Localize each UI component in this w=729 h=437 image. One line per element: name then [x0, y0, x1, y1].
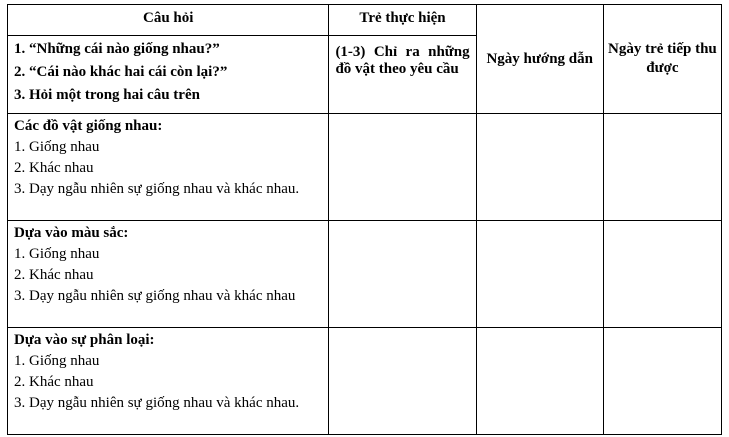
child-performs-header — [329, 5, 476, 36]
child-performs-label: Trẻ thực hiện — [359, 9, 446, 26]
section-title: Dựa vào sự phân loại: — [14, 332, 155, 348]
guide-date-cell[interactable] — [476, 114, 603, 221]
section-item: 2. Khác nhau — [14, 374, 94, 390]
section-item: 2. Khác nhau — [14, 160, 94, 176]
acquire-date-cell[interactable] — [603, 328, 721, 435]
guide-date-header — [476, 5, 603, 114]
child-performs-cell[interactable] — [329, 328, 476, 435]
question-item: 2. “Cái nào khác hai cái còn lại?” — [14, 64, 228, 80]
child-performs-cell[interactable] — [329, 114, 476, 221]
guide-date-label: Ngày hướng dẫn — [486, 50, 593, 67]
table-row — [8, 114, 722, 221]
question-list-cell — [8, 36, 329, 114]
section-item: 2. Khác nhau — [14, 267, 94, 283]
section-title: Dựa vào màu sắc: — [14, 225, 129, 241]
child-performs-sub-label: (1-3) Chỉ ra những đồ vật theo yêu cầu — [335, 44, 470, 77]
acquire-date-cell[interactable] — [603, 221, 721, 328]
section-item: 3. Dạy ngẫu nhiên sự giống nhau và khác nhau. — [14, 395, 300, 411]
guide-date-cell[interactable] — [476, 328, 603, 435]
assessment-table-frame — [7, 4, 722, 435]
section-cell-color — [8, 221, 329, 328]
question-header — [8, 5, 329, 36]
section-item: 1. Giống nhau — [14, 353, 100, 369]
child-performs-subheader — [329, 36, 476, 114]
guide-date-cell[interactable] — [476, 221, 603, 328]
table-row — [8, 328, 722, 435]
child-performs-cell[interactable] — [329, 221, 476, 328]
question-item: 3. Hỏi một trong hai câu trên — [14, 87, 200, 103]
section-cell-classification — [8, 328, 329, 435]
acquire-date-header — [603, 5, 721, 114]
section-item: 3. Dạy ngẫu nhiên sự giống nhau và khác nhau — [14, 288, 296, 304]
table-row — [8, 221, 722, 328]
section-item: 1. Giống nhau — [14, 246, 100, 262]
section-item: 3. Dạy ngẫu nhiên sự giống nhau và khác nhau. — [14, 181, 300, 197]
acquire-date-label: Ngày trẻ tiếp thu được — [608, 41, 717, 76]
assessment-table — [7, 4, 722, 435]
section-title: Các đồ vật giống nhau: — [14, 118, 163, 134]
question-header-label: Câu hỏi — [143, 9, 194, 26]
acquire-date-cell[interactable] — [603, 114, 721, 221]
question-item: 1. “Những cái nào giống nhau?” — [14, 41, 220, 57]
section-cell-same-objects — [8, 114, 329, 221]
section-item: 1. Giống nhau — [14, 139, 100, 155]
